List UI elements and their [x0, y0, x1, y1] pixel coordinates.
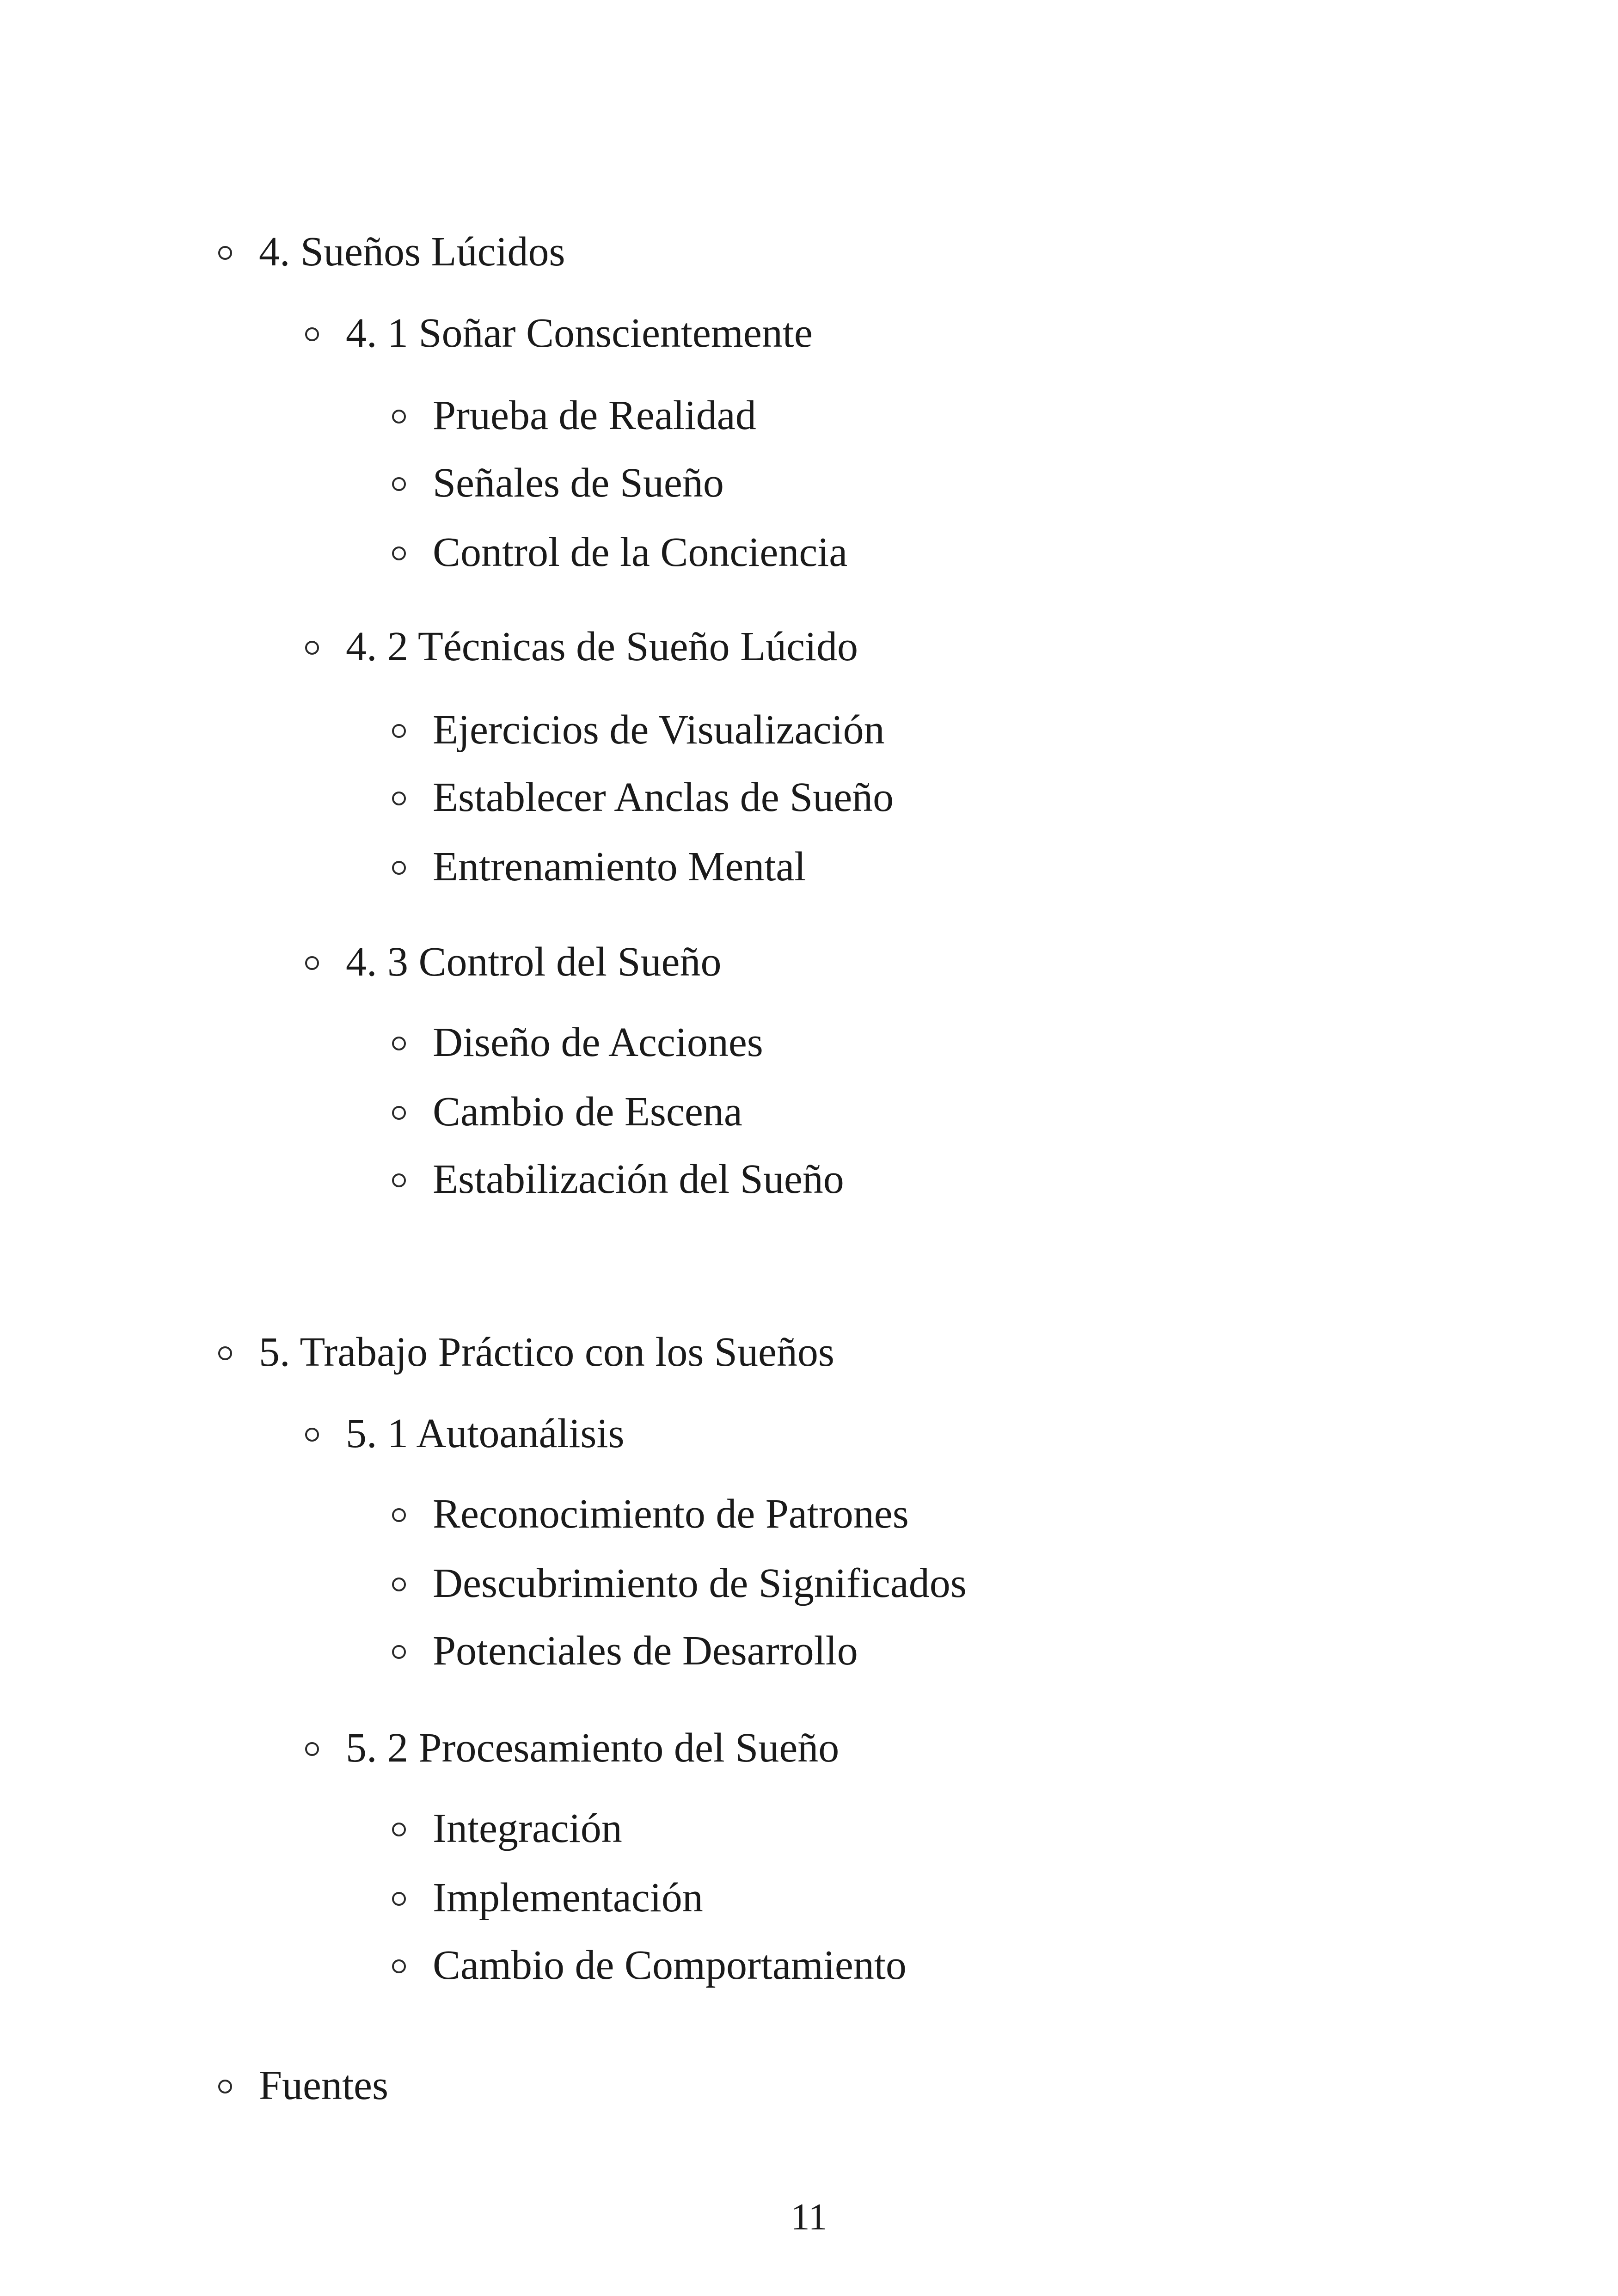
hollow-bullet-icon: [305, 327, 319, 341]
outline-entry-text: Implementación: [433, 1875, 703, 1921]
outline-subheading: 5. 2 Procesamiento del Sueño: [346, 1725, 840, 1771]
outline-subheading: 5. 1 Autoanálisis: [346, 1411, 625, 1456]
hollow-bullet-icon: [305, 641, 319, 655]
outline-entry-text: Integración: [433, 1805, 622, 1851]
hollow-bullet-icon: [392, 1037, 406, 1050]
outline-heading: 5. Trabajo Práctico con los Sueños: [259, 1329, 834, 1375]
hollow-bullet-icon: [392, 792, 406, 805]
hollow-bullet-icon: [392, 546, 406, 560]
outline-subheading: 4. 2 Técnicas de Sueño Lúcido: [346, 624, 858, 669]
hollow-bullet-icon: [218, 246, 232, 260]
outline-entry-text: Potenciales de Desarrollo: [433, 1628, 858, 1674]
hollow-bullet-icon: [392, 1173, 406, 1187]
outline-entry-text: Estabilización del Sueño: [433, 1156, 844, 1202]
outline-entry-text: Entrenamiento Mental: [433, 844, 806, 890]
hollow-bullet-icon: [392, 1508, 406, 1522]
hollow-bullet-icon: [392, 1645, 406, 1659]
hollow-bullet-icon: [392, 861, 406, 875]
outline-subheading: 4. 3 Control del Sueño: [346, 939, 722, 985]
hollow-bullet-icon: [392, 724, 406, 738]
hollow-bullet-icon: [218, 2080, 232, 2093]
outline-entry-text: Descubrimiento de Significados: [433, 1560, 967, 1606]
outline-subheading: 4. 1 Soñar Conscientemente: [346, 310, 813, 356]
hollow-bullet-icon: [392, 1106, 406, 1120]
outline-entry-text: Prueba de Realidad: [433, 393, 756, 438]
outline-entry-text: Establecer Anclas de Sueño: [433, 774, 894, 820]
hollow-bullet-icon: [305, 1742, 319, 1756]
hollow-bullet-icon: [218, 1346, 232, 1360]
outline-heading: 4. Sueños Lúcidos: [259, 229, 565, 275]
hollow-bullet-icon: [392, 410, 406, 424]
hollow-bullet-icon: [392, 477, 406, 491]
outline-entry-text: Cambio de Comportamiento: [433, 1942, 907, 1988]
hollow-bullet-icon: [305, 1428, 319, 1442]
outline-entry-text: Señales de Sueño: [433, 460, 724, 506]
hollow-bullet-icon: [305, 956, 319, 970]
outline-entry-text: Ejercicios de Visualización: [433, 707, 885, 753]
hollow-bullet-icon: [392, 1578, 406, 1591]
page-number: 11: [791, 2196, 827, 2238]
outline-entry-text: Cambio de Escena: [433, 1089, 742, 1135]
hollow-bullet-icon: [392, 1959, 406, 1973]
outline-entry-text: Reconocimiento de Patrones: [433, 1491, 909, 1537]
hollow-bullet-icon: [392, 1823, 406, 1836]
hollow-bullet-icon: [392, 1892, 406, 1906]
outline-entry-text: Diseño de Acciones: [433, 1019, 763, 1065]
outline-heading: Fuentes: [259, 2063, 388, 2108]
outline-entry-text: Control de la Conciencia: [433, 529, 848, 575]
